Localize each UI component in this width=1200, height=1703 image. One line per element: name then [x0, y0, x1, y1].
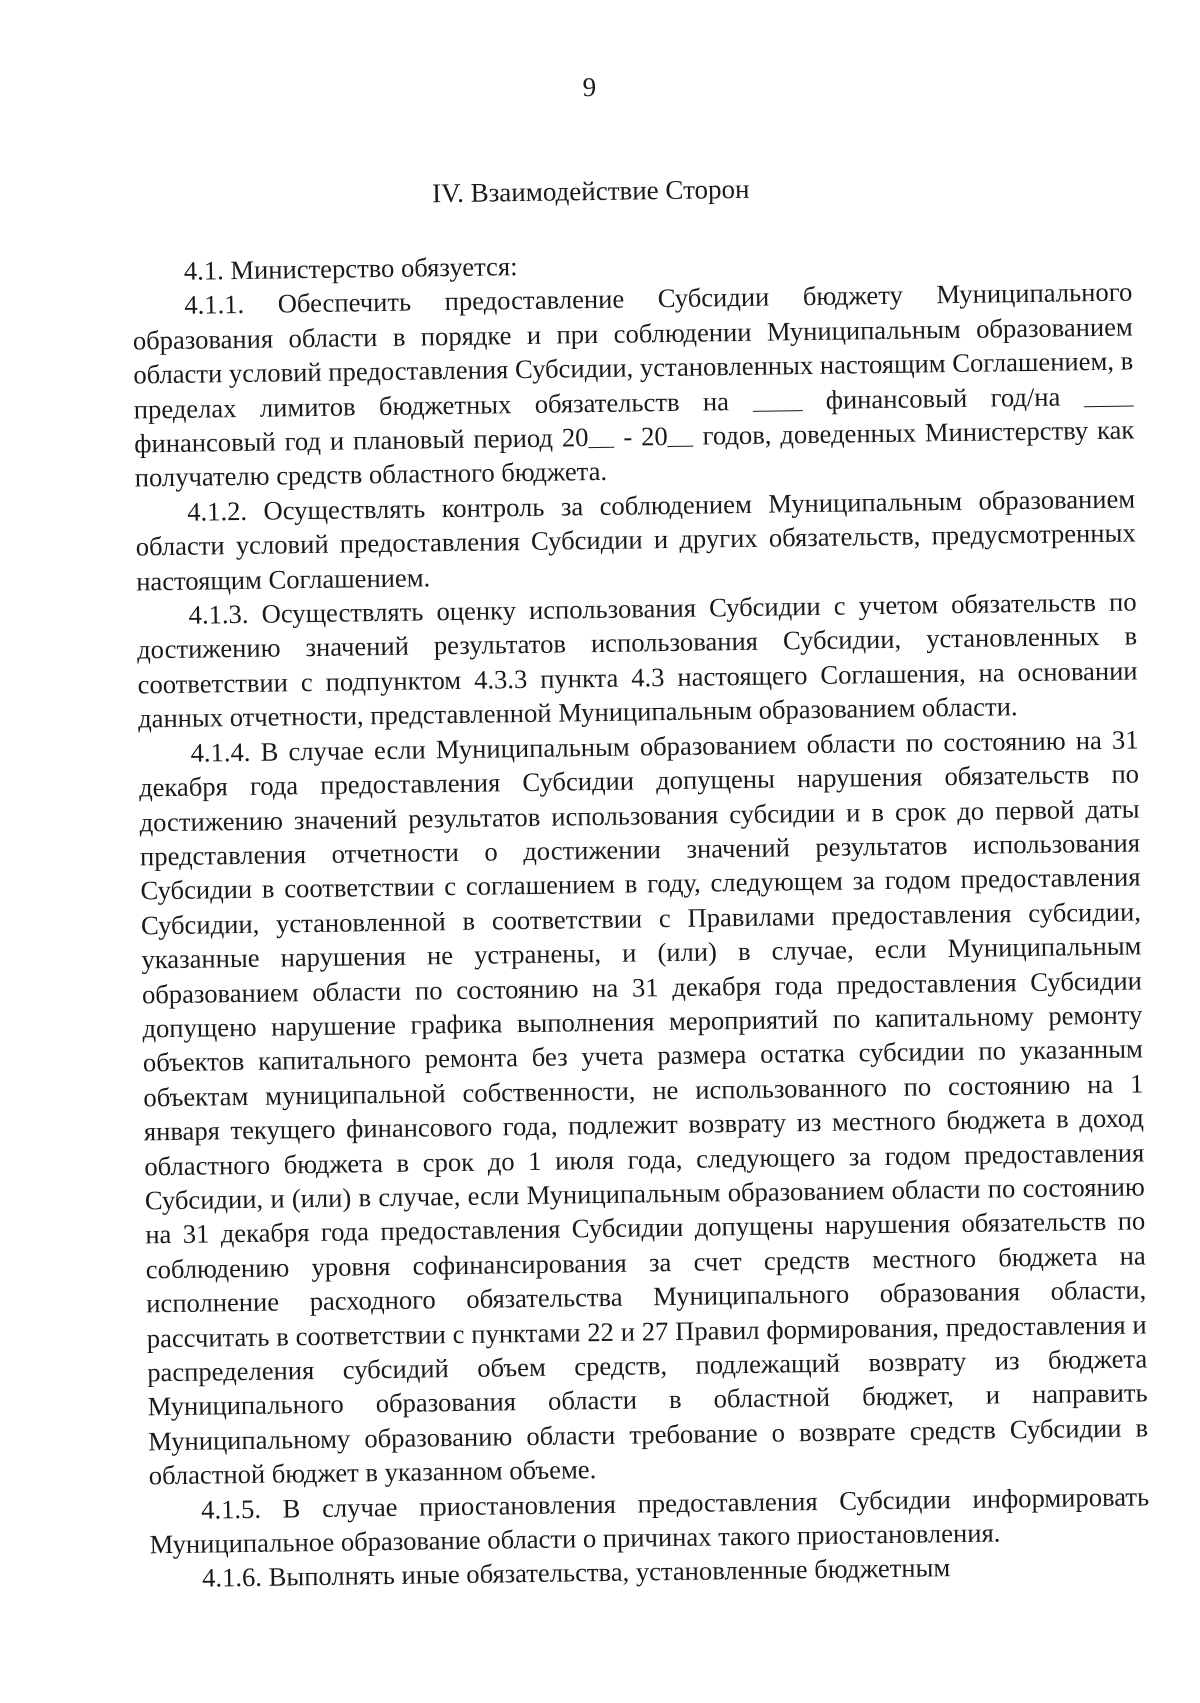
blank-field-year-2	[1083, 379, 1133, 407]
paragraph-4-1-6: 4.1.6. Выполнять иные обязательства, установленные бюджетным	[201, 1552, 951, 1594]
blank-field-year-3	[588, 420, 614, 448]
blank-field-year-4	[667, 419, 693, 447]
section-title: IV. Взаимодействие Сторон	[431, 173, 750, 209]
paragraph-4-1-5: 4.1.5. В случае приостановления предоставления Субсидии информировать Муниципальное образование области о причинах такого приостановления.	[149, 1481, 1150, 1560]
document-body	[132, 241, 1151, 1597]
blank-field-year-1	[752, 383, 802, 411]
paragraph-4-1: 4.1. Министерство обязуется:	[183, 251, 518, 286]
cropped-mark-icon	[548, 0, 608, 7]
paragraph-4-1-1-part5: годов, доведенных Министерству как получателю средств областного бюджета.	[134, 414, 1135, 493]
paragraph-4-1-1	[132, 275, 1135, 495]
paragraph-4-1-4: 4.1.4. В случае если Муниципальным образованием области по состоянию на 31 декабря года предоставления Субсидии допущены нарушения обязательств по достижению значений результатов использования субсидии и в срок до первой даты представления отчетности о достижении значений результатов использования Субсидии в соответствии с соглашением в году, следующем за годом предоставления Субсидии, установленной в соответствии с Правилами предоставления субсидии, указанные нарушения не устранены, и (или) в случае, если Муниципальным образованием области по состоянию на 31 декабря года предоставления Субсидии допущено нарушение графика выполнения мероприятий по капитальному ремонту объектов капитального ремонта без учета размера остатка субсидии по указанным объектам муниципальной собственности, не использованного по состоянию на 1 января текущего финансового года, подлежит возврату из местного бюджета в доход областного бюджета в срок до 1 июля года, следующего за годом предоставления Субсидии, и (или) в случае, если Муниципальным образованием области по состоянию на 31 декабря года предоставления Субсидии допущены нарушения обязательств по соблюдению уровня софинансирования за счет средств местного бюджета на исполнение расходного обязательства Муниципального образования области, рассчитать в соответствии с пунктами 22 и 27 Правил формирования, предоставления и распределения субсидий объем средств, подлежащий возврату из бюджета Муниципального образования области в областной бюджет, и направить Муниципальному образованию области требование о возврате средств Субсидии в областной бюджет в указанном объеме.	[138, 724, 1149, 1491]
paragraph-4-1-1-part3: финансовый год и плановый период 20	[134, 422, 589, 459]
top-page-mark	[548, 0, 608, 7]
page-number: 9	[582, 71, 597, 103]
paragraph-4-1-1-part2: финансовый год/на	[825, 381, 1061, 415]
paragraph-4-1-1-part1: 4.1.1. Обеспечить предоставление Субсидии бюджету Муниципального образования области в порядке и при соблюдении Муниципальным образованием области условий предоставления Субсидии, установленных настоящим Соглашением, в пределах лимитов бюджетных обязательств на	[132, 276, 1134, 425]
paragraph-4-1-3: 4.1.3. Осуществлять оценку использования Субсидии с учетом обязательств по достижению значений результатов использования Субсидии, установленных в соответствии с подпунктом 4.3.3 пункта 4.3 настоящего Соглашения, на основании данных отчетности, представленной Муниципальным образованием области.	[136, 586, 1138, 734]
paragraph-4-1-1-part4: - 20	[623, 421, 668, 452]
paragraph-4-1-2: 4.1.2. Осуществлять контроль за соблюдением Муниципальным образованием области условий предоставления Субсидии и других обязательств, предусмотренных настоящим Соглашением.	[135, 483, 1136, 597]
